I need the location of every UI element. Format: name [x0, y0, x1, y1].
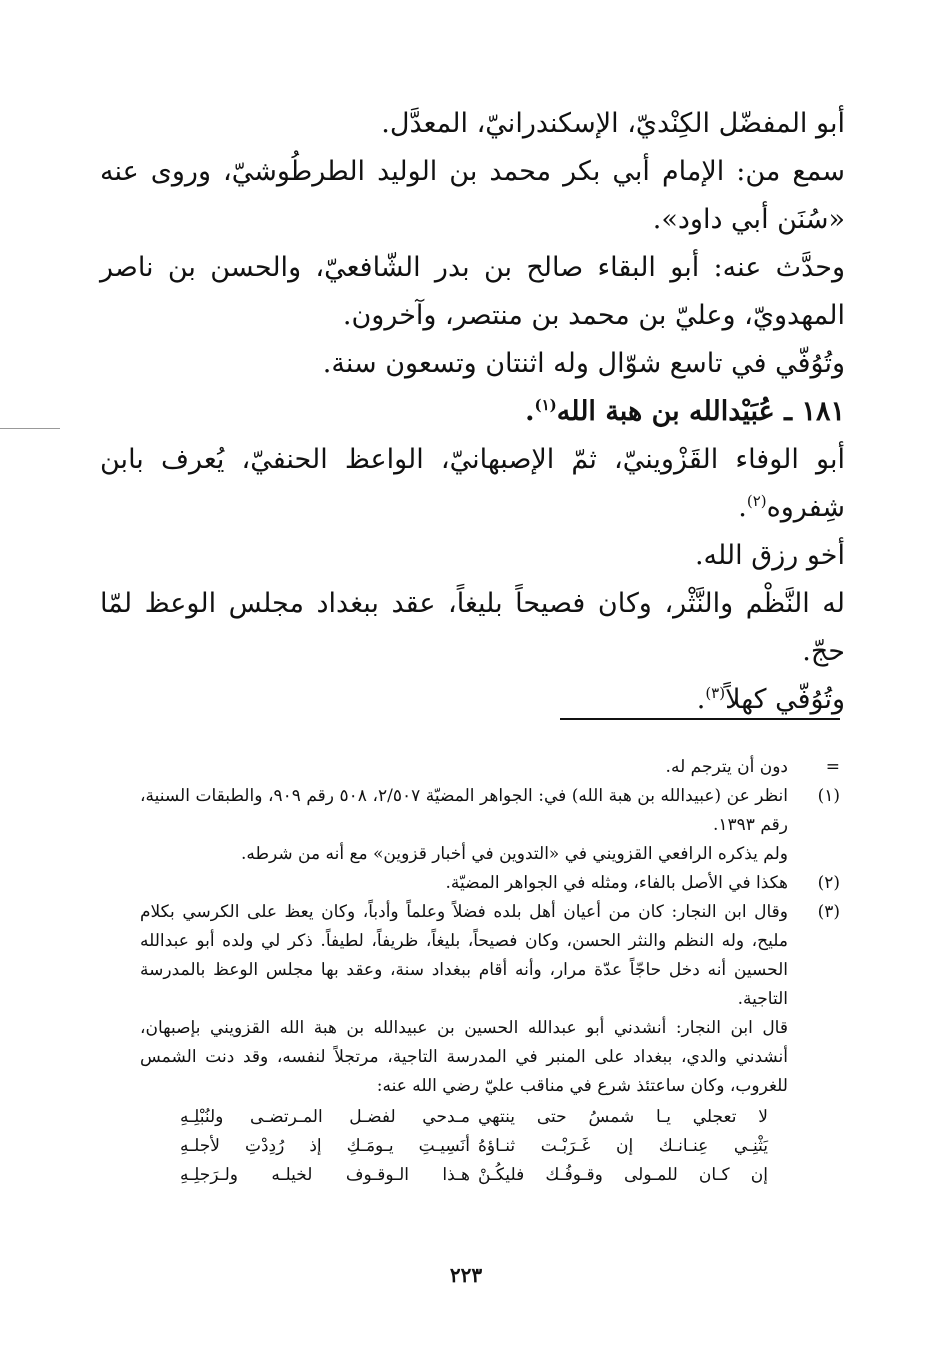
poem-verse: [140, 1103, 788, 1132]
poem-hemistich-second: أنَسِيـتِ يـومَـكِ إذ رُدِدْتِ لأجلـهِ: [180, 1136, 470, 1156]
footnote-2: [140, 869, 840, 898]
footnote-ref-2[interactable]: (٢): [746, 492, 767, 510]
main-line-4: وتُوُفّي في تاسع شوّال وله اثنتان وتسعون سنة.: [322, 348, 845, 379]
entry-line-4-text: وتُوُفّي كهلاً: [725, 684, 845, 715]
scan-edge-line: [0, 428, 60, 429]
main-text: [100, 100, 845, 724]
footnotes: [140, 753, 840, 1190]
main-line-1: أبو المفضّل الكِنْديّ، الإسكندرانيّ، المعدَّل.: [381, 108, 845, 139]
footnote-1-text: انظر عن (عبيدالله بن هبة الله) في: الجواهر المضيّة ٢/٥٠٧، ٥٠٨ رقم ٩٠٩، والطبقات السنية، رقم ١٣٩٣.: [140, 786, 789, 835]
footnote-1-number: (١): [817, 786, 840, 806]
footnote-ref-3[interactable]: (٣): [705, 684, 726, 702]
footnote-ref-1[interactable]: (١): [534, 396, 557, 414]
footnote-3-text-2: قال ابن النجار: أنشدني أبو عبدالله الحسين بن عبيدالله بن هبة الله القزويني بإصبهان، أنشدني والدي، ببغداد على المنبر في المدرسة التاجية، مرتجلاً لنفسه، وقد دنت الشمس للغروب، وكان ساعتئذ شرع في مناقب عليّ رضي الله عنه:: [140, 1018, 788, 1096]
page-number: ٢٢٣: [449, 1263, 483, 1287]
footnote-1: [140, 782, 840, 869]
entry-heading: ١٨١ ـ عُبَيْدالله بن هبة الله$^{(١)}$.: [525, 396, 845, 427]
main-line-2: سمع من: الإمام أبي بكر محمد بن الوليد الطرطُوشيّ، وروى عنه «سُنَن أبي داود».: [100, 156, 845, 235]
entry-line-1: [100, 436, 845, 532]
poem-hemistich-second: مـدحي لفضـل المـرتضـى ولنُبْلِـهِ: [180, 1107, 470, 1127]
footnote-2-text: هكذا في الأصل بالفاء، ومثله في الجواهر المضيّة.: [445, 873, 788, 893]
entry-line-1-end: .: [738, 492, 747, 523]
footnote-separator: [560, 718, 840, 720]
entry-line-1-text: أبو الوفاء القَزْوينيّ، ثمّ الإصبهانيّ، الواعظ الحنفيّ، يُعرف بابن شِفروه: [100, 444, 845, 523]
poem-hemistich-first: يَثْنِـي عِنـانـك إن غَـرَبْـت ثنـاؤهُ: [478, 1136, 768, 1156]
footnote-1-text-2: ولم يذكره الرافعي القزويني في «التدوين في أخبار قزوين» مع أنه من شرطه.: [240, 844, 788, 864]
entry-heading-text: ١٨١ ـ عُبَيْدالله بن هبة الله: [556, 396, 845, 427]
entry-line-4: [100, 676, 845, 724]
continuation-text: دون أن يترجم له.: [665, 757, 788, 777]
main-line-3: وحدَّث عنه: أبو البقاء صالح بن بدر الشّافعيّ، والحسن بن ناصر المهدويّ، وعليّ بن محمد بن منتصر، وآخرون.: [100, 252, 845, 331]
poem-verse: [140, 1132, 788, 1161]
poem: [140, 1103, 788, 1190]
footnote-2-number: (٢): [817, 873, 840, 893]
footnote-continuation: [140, 753, 840, 782]
footnote-3: [140, 898, 840, 1190]
continuation-marker: =: [825, 757, 840, 777]
poem-hemistich-first: لا تعجلي يـا شمسُ حتى ينتهي: [478, 1107, 768, 1127]
footnote-3-number: (٣): [817, 902, 840, 922]
entry-line-4-end: .: [696, 684, 706, 715]
poem-hemistich-second: هـذا الـوقـوف لخيلـه ولـرَجلِـهِ: [180, 1165, 470, 1185]
poem-hemistich-first: إن كـان للمـولى وقـوفُـك فليكُـنْ: [478, 1165, 768, 1185]
entry-line-3: له النَّظْم والنَّثْر، وكان فصيحاً بليغاً، عقد ببغداد مجلس الوعظ لمّا حجّ.: [100, 588, 845, 667]
entry-line-2: أخو رزق الله.: [694, 540, 845, 571]
footnote-3-text: وقال ابن النجار: كان من أعيان أهل بلده فضلاً وعلماً وأدباً، وكان يعظ على الكرسي بكلام مليح، وله النظم والنثر الحسن، وكان فصيحاً، بليغاً، ظريفاً، لطيفاً. ذكر لي ولده أبو عبدالله الحسين أنه دخل حاجّاً عدّة مرار، وأنه أقام ببغداد سنة، وعقد بها مجلس الوعظ بالمدرسة التاجية.: [140, 902, 788, 1009]
poem-verse: [140, 1161, 788, 1190]
